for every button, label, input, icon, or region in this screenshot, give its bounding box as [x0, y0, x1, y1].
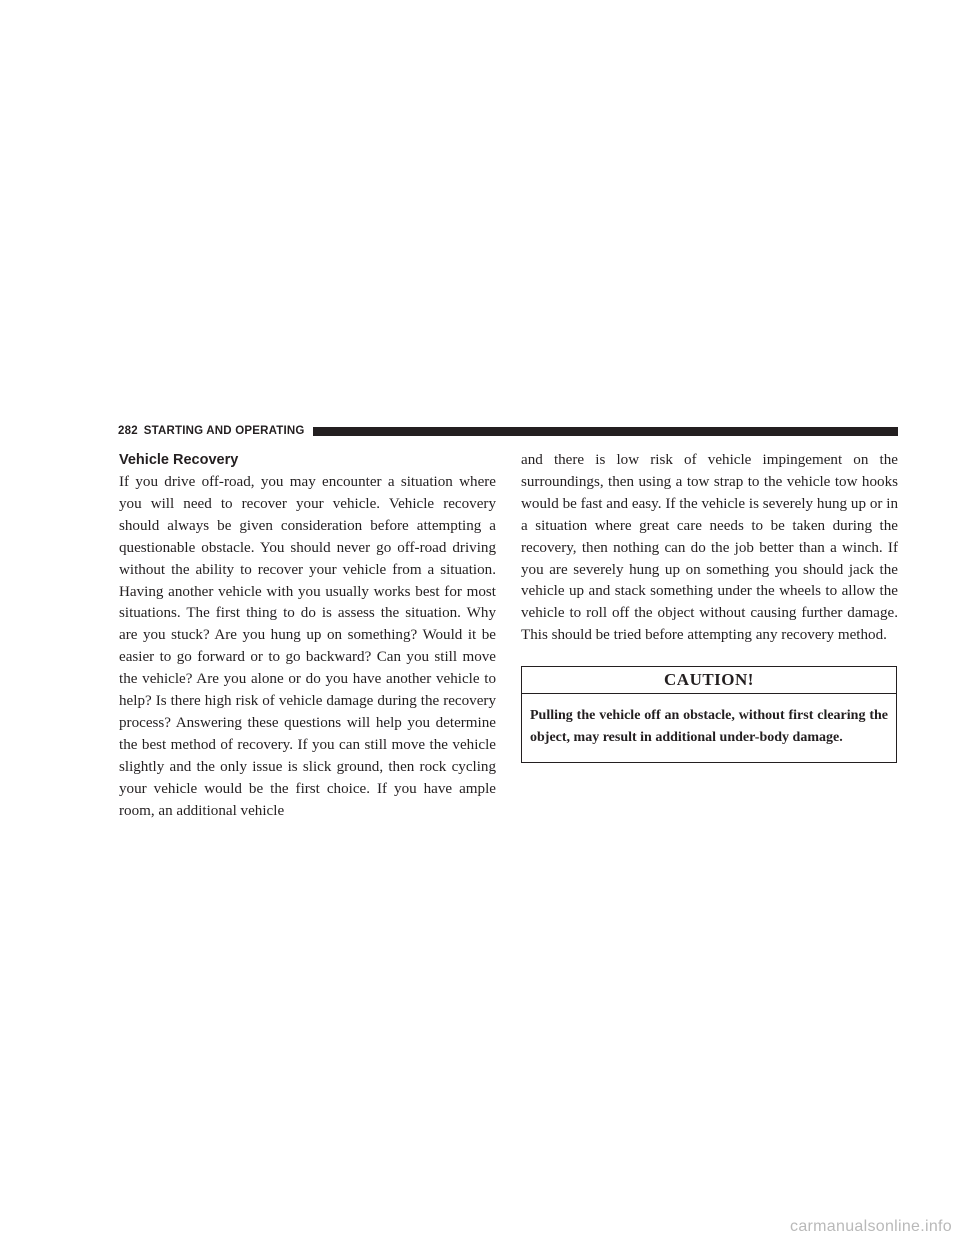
caution-text: Pulling the vehicle off an obstacle, without first clearing the object, may result in additional under-body damage. [530, 708, 888, 745]
caution-title: CAUTION! [522, 667, 896, 694]
body-paragraph-left: If you drive off-road, you may encounter a situation where you will need to recover your vehicle. Vehicle recovery should always be given consideration before attempting a questionable obstacle. You should never go off-road driving without the ability to recover your vehicle from a situation. Having another vehicle with you usually works best for most situations. The first thing to do is assess the situation. Why are you stuck? Are you hung up on something? Would it be easier to go forward or to go backward? Can you still move the vehicle? Are you alone or do you have another vehicle to help? Is there high risk of vehicle damage during the recovery process? Answering these questions will help you determine the best method of recovery. If you can still move the vehicle slightly and the only issue is slick ground, then rock cycling your vehicle would be the first choice. If you have ample room, an additional vehicle [119, 474, 496, 819]
page-number: 282 [118, 425, 138, 437]
watermark: carmanualsonline.info [790, 1218, 952, 1235]
caution-box [521, 666, 897, 763]
body-paragraph-right: and there is low risk of vehicle impingement on the surroundings, then using a tow strap to the vehicle tow hooks would be fast and easy. If the vehicle is severely hung up or in a situation where great care needs to be taken during the recovery, then nothing can do the job better than a winch. If you are severely hung up on something you should jack the vehicle up and stack something under the wheels to allow the vehicle to roll off the object without causing further damage. This should be tried before attempting any recovery method. [521, 452, 898, 644]
section-heading: Vehicle Recovery [119, 452, 239, 468]
header-rule [313, 427, 898, 436]
page-header [118, 424, 898, 438]
section-title: STARTING AND OPERATING [143, 425, 305, 437]
right-column [521, 450, 898, 763]
left-column [119, 450, 496, 823]
